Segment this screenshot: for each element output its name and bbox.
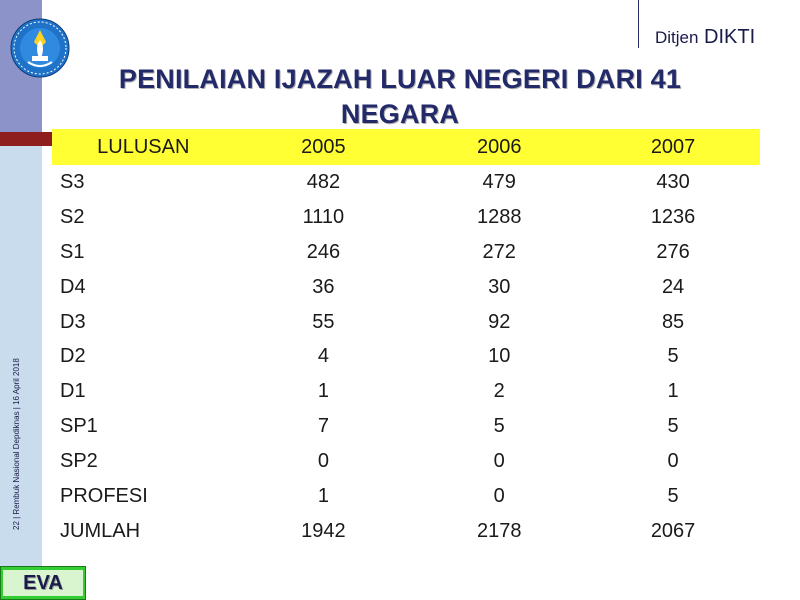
- value-cell: 482: [306, 170, 341, 193]
- value-cell: 2178: [476, 519, 522, 542]
- value-cell: 5: [667, 484, 679, 507]
- table-row: [52, 305, 760, 340]
- value-cell: 246: [306, 240, 341, 263]
- value-cell: 479: [482, 170, 516, 193]
- table-row: [52, 514, 760, 549]
- value-cell: 36: [312, 275, 335, 298]
- page-title: [60, 62, 740, 132]
- column-header-2005: 2005: [235, 129, 413, 165]
- value-cell: 0: [493, 484, 505, 507]
- column-header-2006: 2006: [412, 129, 586, 165]
- table-row: [52, 479, 760, 514]
- value-cell: 24: [661, 275, 685, 298]
- value-cell: 1: [667, 380, 679, 403]
- row-label-cell: D1: [60, 380, 86, 403]
- table-row: [52, 374, 760, 409]
- row-label-cell: JUMLAH: [60, 519, 141, 542]
- column-header-2007: 2007: [586, 129, 760, 165]
- table-row: [52, 270, 760, 305]
- value-cell: 1: [317, 380, 329, 403]
- value-cell: 0: [317, 450, 329, 473]
- eva-badge-label: EVA: [3, 570, 83, 596]
- value-cell: 5: [493, 415, 505, 438]
- table-row: [52, 444, 760, 479]
- table-row: [52, 409, 760, 444]
- value-cell: 1110: [302, 205, 345, 228]
- brand-name: DIKTI: [704, 26, 756, 48]
- value-cell: 85: [661, 310, 685, 333]
- value-cell: 7: [317, 415, 329, 438]
- value-cell: 5: [667, 345, 679, 368]
- title-line-1: PENILAIAN IJAZAH LUAR NEGERI DARI 41: [118, 64, 682, 94]
- row-label-cell: D3: [60, 310, 86, 333]
- row-label-cell: S1: [60, 240, 85, 263]
- table-row: [52, 200, 760, 235]
- row-label-cell: PROFESI: [60, 484, 148, 507]
- value-cell: 92: [488, 310, 511, 333]
- value-cell: 272: [482, 240, 516, 263]
- table-body: [52, 165, 760, 549]
- table-row: [52, 165, 760, 200]
- value-cell: 1288: [476, 205, 522, 228]
- value-cell: 430: [656, 170, 690, 193]
- row-label-cell: SP1: [60, 415, 98, 438]
- row-label-cell: S3: [60, 170, 85, 193]
- brand-prefix: Ditjen: [655, 28, 699, 47]
- eva-badge: [0, 566, 86, 600]
- value-cell: 2: [493, 380, 505, 403]
- value-cell: 1: [317, 484, 329, 507]
- value-cell: 0: [667, 450, 679, 473]
- table-row: [52, 235, 760, 270]
- brand-label: [655, 26, 755, 49]
- row-label-cell: D2: [60, 345, 86, 368]
- value-cell: 4: [317, 345, 329, 368]
- column-header-lulusan: LULUSAN: [52, 129, 235, 165]
- row-label-cell: D4: [60, 275, 86, 298]
- table-row: [52, 339, 760, 374]
- header-divider: [638, 0, 639, 48]
- value-cell: 55: [312, 310, 335, 333]
- row-label-cell: S2: [60, 205, 85, 228]
- value-cell: 5: [667, 415, 679, 438]
- value-cell: 1236: [650, 205, 696, 228]
- title-line-2: NEGARA: [340, 99, 460, 129]
- vertical-footer-text: 22 | Rembuk Nasional Depdiknas | 16 April 2018: [12, 358, 21, 530]
- sidebar-red-band: [0, 132, 42, 146]
- value-cell: 2067: [650, 519, 696, 542]
- table-header-row: [52, 129, 760, 165]
- value-cell: 10: [488, 345, 511, 368]
- value-cell: 276: [656, 240, 690, 263]
- sidebar-red-band-extension: [42, 132, 52, 146]
- value-cell: 1942: [301, 519, 346, 542]
- value-cell: 0: [493, 450, 505, 473]
- data-table: [52, 129, 760, 549]
- value-cell: 30: [488, 275, 511, 298]
- row-label-cell: SP2: [60, 450, 98, 473]
- sidebar-bottom-band: [0, 146, 42, 600]
